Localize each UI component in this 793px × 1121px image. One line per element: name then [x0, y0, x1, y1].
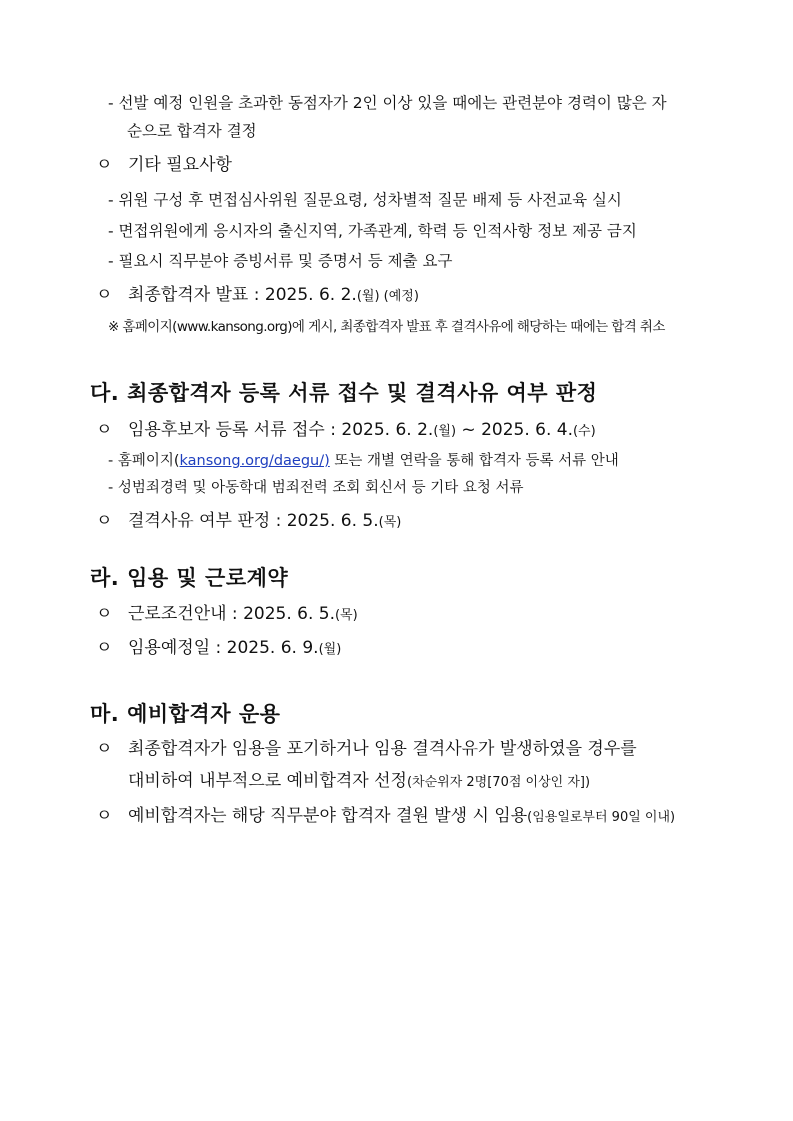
work-conditions-text: 근로조건안내 : 2025. 6. 5.: [128, 604, 335, 624]
section-da-sub-2: - 성범죄경력 및 아동학대 범죄전력 조회 회신서 등 기타 요청 서류: [108, 480, 524, 496]
section-ra-item-1: [96, 606, 358, 623]
bullet-circle: ㅇ: [96, 420, 113, 440]
registration-end-text: ~ 2025. 6. 4.: [456, 420, 573, 440]
other-requirements-text: 기타 필요사항: [128, 155, 232, 175]
final-announce-suffix: (월) (예정): [356, 289, 419, 304]
work-conditions-day: (목): [334, 608, 358, 623]
bullet-circle: ㅇ: [96, 739, 113, 759]
homepage-link[interactable]: kansong.org/daegu/): [179, 453, 330, 469]
section-da-sub-1: [108, 454, 619, 469]
registration-start-day: (월): [433, 424, 457, 439]
section-ma-item-1-cont: [128, 773, 590, 790]
sub1-prefix: - 홈페이지(: [108, 453, 180, 469]
section-da-item-1: [96, 422, 596, 439]
bullet-circle: ㅇ: [96, 604, 113, 624]
registration-period-text: 임용후보자 등록 서류 접수 : 2025. 6. 2.: [128, 420, 434, 440]
other-requirements-title: [96, 157, 232, 174]
section-ra-item-2: [96, 640, 341, 657]
bullet-circle: ㅇ: [96, 638, 113, 658]
bullet-circle: ㅇ: [96, 806, 113, 826]
sub1-suffix: 또는 개별 연락을 통해 합격자 등록 서류 안내: [329, 453, 619, 469]
appointment-date-text: 임용예정일 : 2025. 6. 9.: [128, 638, 319, 658]
registration-end-day: (수): [572, 424, 596, 439]
reserve-appointment-text: 예비합격자는 해당 직무분야 합격자 결원 발생 시 임용: [128, 806, 528, 826]
appointment-date-day: (월): [318, 642, 342, 657]
final-announce-text: 최종합격자 발표 : 2025. 6. 2.: [128, 285, 357, 305]
reserve-line-2: 대비하여 내부적으로 예비합격자 선정: [128, 771, 407, 791]
final-announce-item: [96, 287, 419, 304]
reserve-appointment-detail: (임용일로부터 90일 이내): [527, 810, 676, 825]
bullet-circle: ㅇ: [96, 511, 113, 531]
disqualification-text: 결격사유 여부 판정 : 2025. 6. 5.: [128, 511, 379, 531]
section-ma-heading: 마. 예비합격자 운용: [90, 702, 281, 726]
other-item-3: - 필요시 직무분야 증빙서류 및 증명서 등 제출 요구: [108, 252, 453, 270]
section-da-item-2: [96, 513, 401, 530]
bullet-circle: ㅇ: [96, 155, 113, 175]
bullet-circle: ㅇ: [96, 285, 113, 305]
tie-rule-line-2: 순으로 합격자 결정: [127, 122, 257, 140]
section-ma-item-2: [96, 808, 675, 825]
tie-rule-line-1: - 선발 예정 인원을 초과한 동점자가 2인 이상 있을 때에는 관련분야 경력이 많은 자: [108, 94, 667, 112]
section-da-heading: 다. 최종합격자 등록 서류 접수 및 결격사유 여부 판정: [90, 381, 598, 405]
reserve-line-1: 최종합격자가 임용을 포기하거나 임용 결격사유가 발생하였을 경우를: [128, 739, 637, 759]
section-ra-heading: 라. 임용 및 근로계약: [90, 566, 289, 590]
other-item-2: - 면접위원에게 응시자의 출신지역, 가족관계, 학력 등 인적사항 정보 제공 금지: [108, 222, 637, 240]
disqualification-day: (목): [378, 515, 402, 530]
reserve-detail: (차순위자 2명[70점 이상인 자]): [406, 775, 591, 790]
section-ma-item-1: [96, 741, 637, 758]
other-item-1: - 위원 구성 후 면접심사위원 질문요령, 성차별적 질문 배제 등 사전교육 실시: [108, 191, 622, 209]
announce-note: ※ 홈페이지(www.kansong.org)에 게시, 최종합격자 발표 후 결격사유에 해당하는 때에는 합격 취소: [108, 319, 665, 335]
